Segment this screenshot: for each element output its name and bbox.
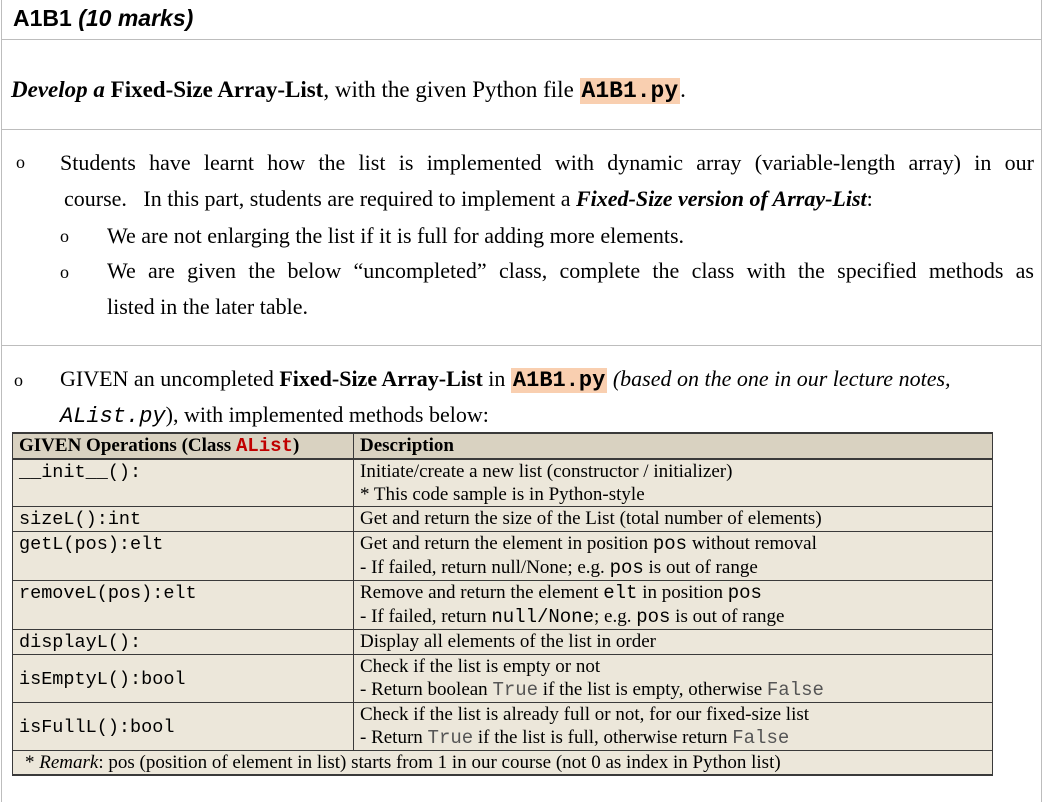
- desc-cell: Get and return the size of the List (total number of elements): [354, 507, 993, 532]
- desc-code: False: [766, 679, 824, 701]
- desc-text: if the list is empty, otherwise: [538, 679, 767, 700]
- bullet2-italic: (based on the one in our lecture notes,: [612, 366, 951, 391]
- desc-cell: [354, 655, 993, 703]
- desc-line: [360, 556, 986, 580]
- desc-text: - If failed, return: [360, 606, 492, 627]
- bullet2-file: A1B1.py: [512, 368, 606, 393]
- operations-table: [12, 432, 993, 776]
- table-row: [13, 703, 993, 751]
- bullet1-line2-end: :: [866, 186, 873, 211]
- desc-cell: Display all elements of the list in order: [354, 630, 993, 655]
- op-cell: getL(pos):elt: [13, 532, 354, 581]
- bullet2-pre: GIVEN an uncompleted: [60, 366, 274, 391]
- task-develop: Develop a: [11, 77, 105, 102]
- bullet1-line2-em: Fixed-Size version of Array-List: [575, 186, 867, 211]
- desc-line: [360, 605, 986, 629]
- desc-line: Check if the list is already full or not, for our fixed-size list: [360, 704, 810, 725]
- desc-text: in position: [637, 582, 728, 603]
- desc-code: pos: [636, 606, 671, 628]
- desc-cell: [354, 532, 993, 581]
- remark-text: : pos (position of element in list) starts from 1 in our course (not 0 as index in Python list): [98, 752, 781, 773]
- desc-text: - Return: [360, 727, 428, 748]
- header-close: ): [292, 435, 300, 456]
- divider: [1, 345, 1042, 346]
- bullet-circle-icon: o: [14, 370, 23, 390]
- bullet-circle-icon: o: [16, 152, 25, 172]
- sub-bullet-circle-icon: o: [60, 262, 69, 282]
- bullet2-line2: [60, 402, 489, 429]
- bullet1-line1: Students have learnt how the list is implemented with dynamic array (variable-length array) in our: [60, 150, 1034, 175]
- op-cell: isEmptyL():bool: [13, 655, 354, 703]
- desc-line: [360, 726, 986, 750]
- desc-code: True: [492, 679, 539, 701]
- bullet1-sub2-line2: listed in the later table.: [107, 294, 308, 319]
- desc-line: [360, 581, 986, 605]
- sub-bullet-circle-icon: o: [60, 226, 69, 246]
- table-row: [13, 532, 993, 581]
- table-row: [13, 581, 993, 630]
- header-description: Description: [354, 433, 993, 459]
- desc-line: [360, 678, 986, 702]
- desc-cell: [354, 459, 993, 507]
- desc-text: without removal: [687, 533, 817, 554]
- desc-cell: [354, 581, 993, 630]
- desc-code: elt: [603, 582, 638, 604]
- bullet2-line1: [60, 366, 951, 393]
- bullet1-line2: [64, 186, 873, 212]
- section-heading: [13, 5, 193, 32]
- table-row: [13, 630, 993, 655]
- remark-label: Remark: [39, 752, 99, 773]
- desc-text: - Return boolean: [360, 679, 493, 700]
- desc-code: False: [732, 727, 790, 749]
- desc-code: pos: [652, 533, 688, 555]
- desc-text: is out of range: [643, 557, 758, 578]
- table-row: [13, 507, 993, 532]
- bullet1-sub1: We are not enlarging the list if it is full for adding more elements.: [107, 223, 685, 248]
- table-remark-row: [13, 751, 993, 776]
- op-cell: removeL(pos):elt: [13, 581, 354, 630]
- desc-text: - If failed, return null/None; e.g.: [360, 557, 610, 578]
- desc-text: ; e.g.: [593, 606, 637, 627]
- heading-code: A1B1: [13, 5, 72, 31]
- remark-cell: [13, 751, 993, 776]
- table-header-row: [13, 433, 993, 459]
- task-rest: , with the given Python file: [323, 77, 574, 102]
- op-cell: sizeL():int: [13, 507, 354, 532]
- task-file: A1B1.py: [581, 78, 679, 104]
- table-row: [13, 459, 993, 507]
- bullet2-bold: Fixed-Size Array-List: [279, 366, 483, 391]
- desc-cell: [354, 703, 993, 751]
- bullet2-in: in: [488, 366, 506, 391]
- task-subject: Fixed-Size Array-List: [110, 77, 324, 102]
- header-class: AList: [235, 435, 293, 457]
- op-cell: isFullL():bool: [13, 703, 354, 751]
- bullet2-file2: AList.py: [60, 404, 166, 429]
- heading-box: [1, 0, 1042, 40]
- desc-line: * This code sample is in Python-style: [360, 484, 645, 505]
- remark-star: *: [25, 752, 40, 773]
- task-end: .: [680, 77, 686, 102]
- bullet1-line2-pre: course. In this part, students are required to implement a: [64, 186, 571, 211]
- desc-code: null/None: [491, 606, 594, 628]
- table-row: [13, 655, 993, 703]
- desc-code: pos: [609, 557, 644, 579]
- heading-marks: (10 marks): [78, 5, 194, 31]
- op-cell: displayL():: [13, 630, 354, 655]
- desc-text: if the list is full, otherwise return: [473, 727, 733, 748]
- desc-text: Remove and return the element: [360, 582, 604, 603]
- header-op-text: GIVEN Operations (Class: [19, 435, 236, 456]
- header-operations: [13, 433, 354, 459]
- desc-code: True: [427, 727, 474, 749]
- desc-text: is out of range: [670, 606, 785, 627]
- bullet1-sub2-line1: We are given the below “uncompleted” class, complete the class with the specified methods as: [107, 258, 1034, 283]
- desc-line: Check if the list is empty or not: [360, 656, 601, 677]
- desc-line: Initiate/create a new list (constructor / initializer): [360, 461, 733, 482]
- divider: [1, 129, 1042, 130]
- desc-text: Get and return the element in position: [360, 533, 653, 554]
- op-cell: __init__():: [13, 459, 354, 507]
- bullet2-tail: ), with implemented methods below:: [165, 402, 489, 427]
- desc-code: pos: [727, 582, 762, 604]
- desc-line: [360, 532, 986, 556]
- task-statement: [11, 77, 686, 104]
